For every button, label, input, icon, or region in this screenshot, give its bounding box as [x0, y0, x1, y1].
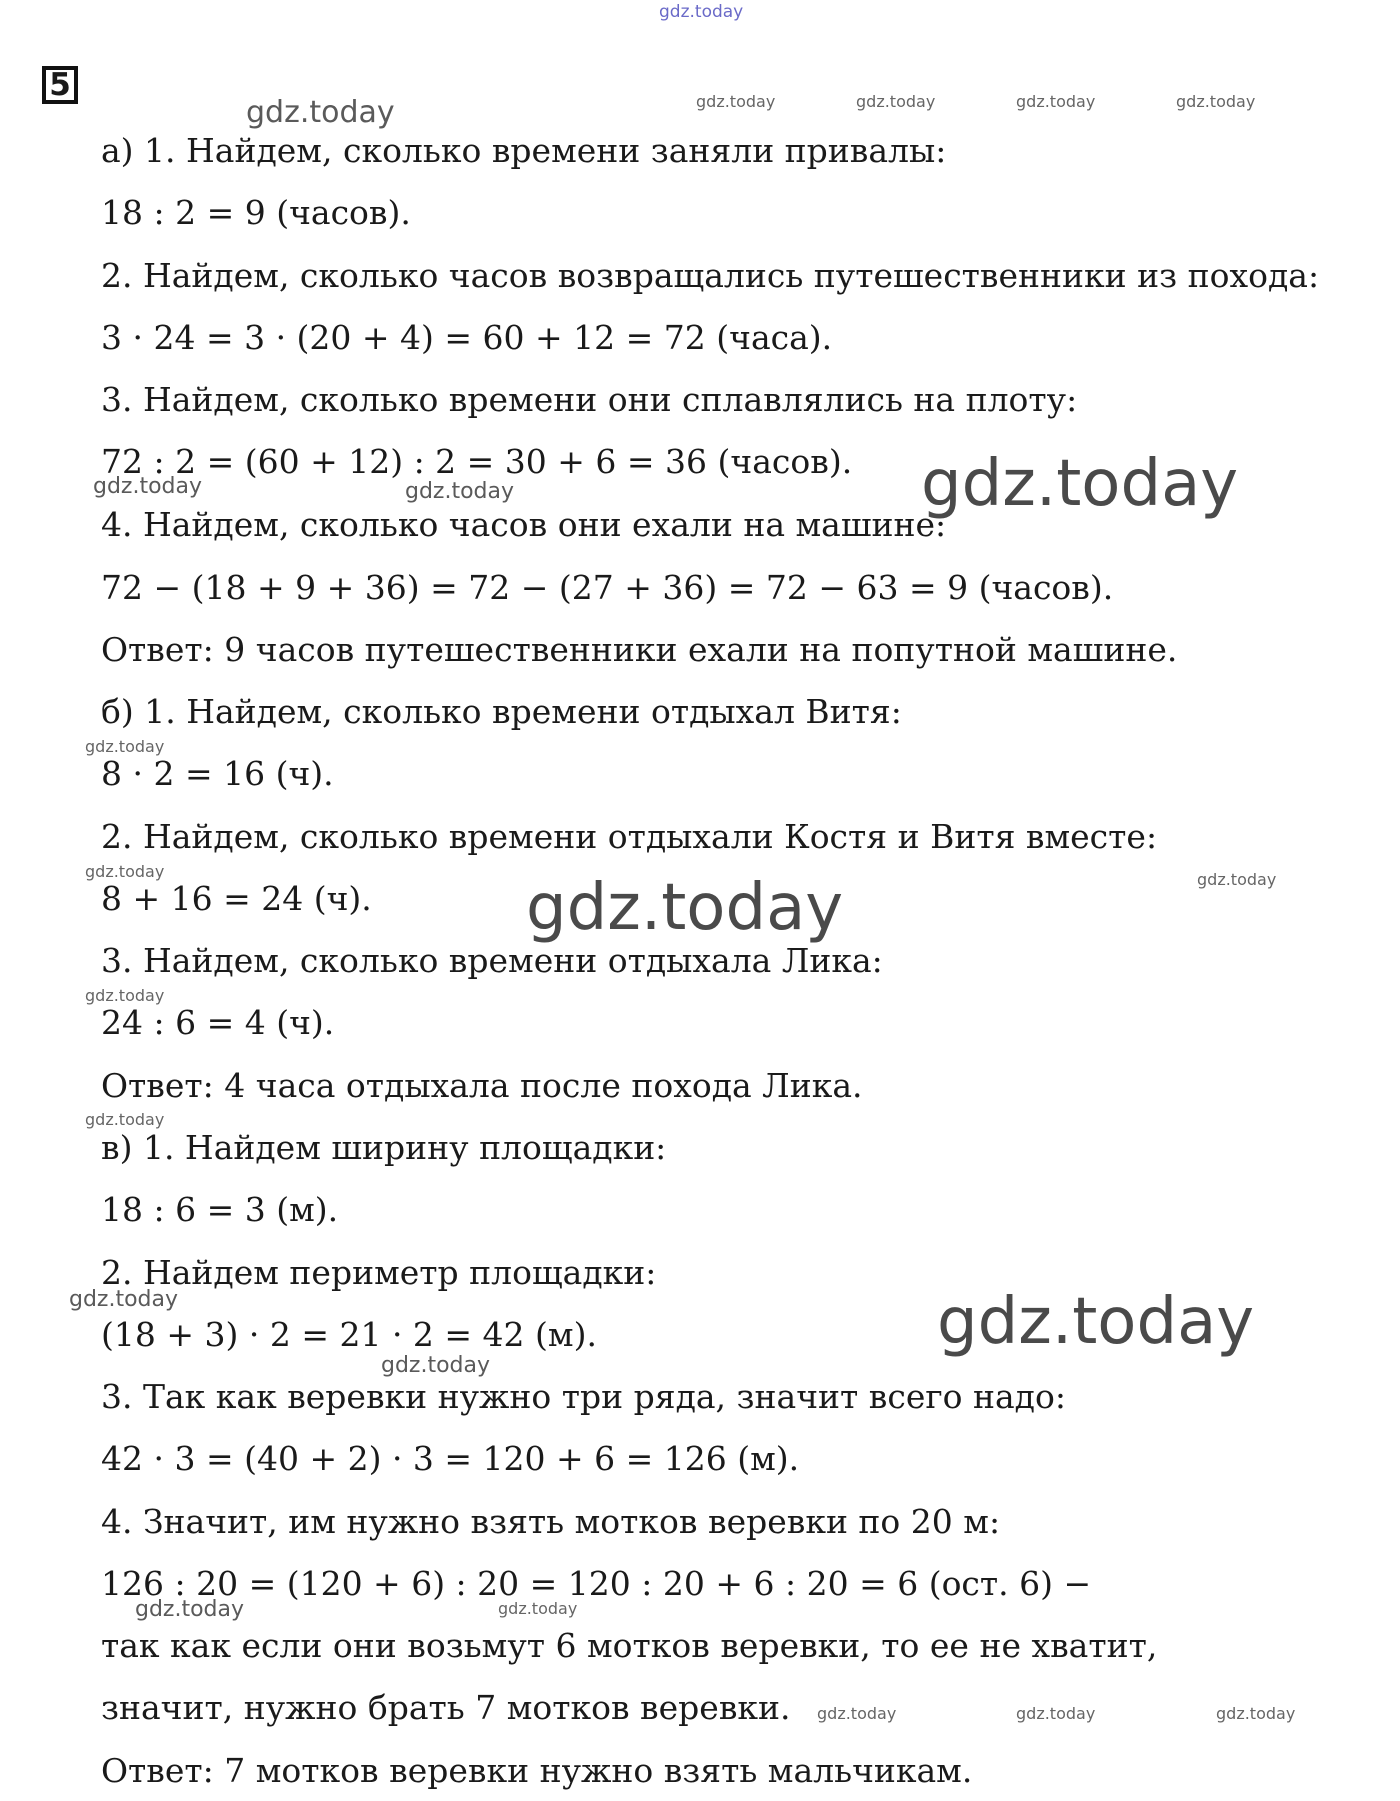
watermark: gdz.today: [246, 95, 395, 130]
solution-line: в) 1. Найдем ширину площадки:: [101, 1128, 667, 1167]
solution-line: 2. Найдем, сколько часов возвращались путешественники из похода:: [101, 256, 1320, 295]
solution-line: 4. Значит, им нужно взять мотков веревки по 20 м:: [101, 1502, 1001, 1541]
answer-line: Ответ: 4 часа отдыхала после похода Лика.: [101, 1066, 863, 1105]
solution-line: б) 1. Найдем, сколько времени отдыхал Витя:: [101, 692, 902, 731]
watermark: gdz.today: [1016, 1704, 1096, 1723]
solution-line: 8 + 16 = 24 (ч).: [101, 879, 372, 918]
watermark: gdz.today: [817, 1704, 897, 1723]
solution-line: 126 : 20 = (120 + 6) : 20 = 120 : 20 + 6 : 20 = 6 (ост. 6) −: [101, 1564, 1092, 1603]
watermark: gdz.today: [85, 986, 165, 1005]
answer-line: Ответ: 9 часов путешественники ехали на попутной машине.: [101, 630, 1178, 669]
solution-line: (18 + 3) · 2 = 21 · 2 = 42 (м).: [101, 1315, 597, 1354]
solution-line: 18 : 2 = 9 (часов).: [101, 193, 411, 232]
watermark: gdz.today: [856, 92, 936, 111]
solution-line: 3. Найдем, сколько времени отдыхала Лика:: [101, 941, 883, 980]
watermark: gdz.today: [1216, 1704, 1296, 1723]
watermark: gdz.today: [937, 1285, 1255, 1359]
watermark: gdz.today: [1197, 870, 1277, 889]
solution-line: 72 − (18 + 9 + 36) = 72 − (27 + 36) = 72 − 63 = 9 (часов).: [101, 568, 1114, 607]
answer-line: Ответ: 7 мотков веревки нужно взять мальчикам.: [101, 1751, 973, 1790]
solution-line: 72 : 2 = (60 + 12) : 2 = 30 + 6 = 36 (часов).: [101, 442, 853, 481]
task-number-badge: 5: [42, 66, 78, 104]
solution-line: 3 · 24 = 3 · (20 + 4) = 60 + 12 = 72 (часа).: [101, 318, 833, 357]
solution-line: 4. Найдем, сколько часов они ехали на машине:: [101, 505, 947, 544]
solution-line: 8 · 2 = 16 (ч).: [101, 754, 334, 793]
watermark: gdz.today: [696, 92, 776, 111]
solution-line: 24 : 6 = 4 (ч).: [101, 1003, 335, 1042]
solution-line: 18 : 6 = 3 (м).: [101, 1190, 339, 1229]
solution-line: 3. Так как веревки нужно три ряда, значит всего надо:: [101, 1377, 1066, 1416]
solution-line: 3. Найдем, сколько времени они сплавлялись на плоту:: [101, 380, 1078, 419]
watermark: gdz.today: [135, 1597, 245, 1622]
watermark: gdz.today: [659, 2, 744, 22]
solution-line: так как если они возьмут 6 мотков веревки, то ее не хватит,: [101, 1626, 1158, 1665]
watermark: gdz.today: [1016, 92, 1096, 111]
watermark: gdz.today: [498, 1599, 578, 1618]
watermark: gdz.today: [85, 862, 165, 881]
watermark: gdz.today: [381, 1353, 491, 1378]
solution-line: 42 · 3 = (40 + 2) · 3 = 120 + 6 = 126 (м).: [101, 1439, 800, 1478]
watermark: gdz.today: [69, 1287, 179, 1312]
solution-line: а) 1. Найдем, сколько времени заняли привалы:: [101, 131, 947, 170]
watermark: gdz.today: [85, 1110, 165, 1129]
watermark: gdz.today: [405, 479, 515, 504]
watermark: gdz.today: [526, 871, 844, 945]
solution-line: значит, нужно брать 7 мотков веревки.: [101, 1688, 791, 1727]
solution-line: 2. Найдем, сколько времени отдыхали Костя и Витя вместе:: [101, 817, 1158, 856]
solution-line: 2. Найдем периметр площадки:: [101, 1253, 657, 1292]
watermark: gdz.today: [921, 447, 1239, 521]
watermark: gdz.today: [85, 737, 165, 756]
watermark: gdz.today: [1176, 92, 1256, 111]
watermark: gdz.today: [93, 474, 203, 499]
